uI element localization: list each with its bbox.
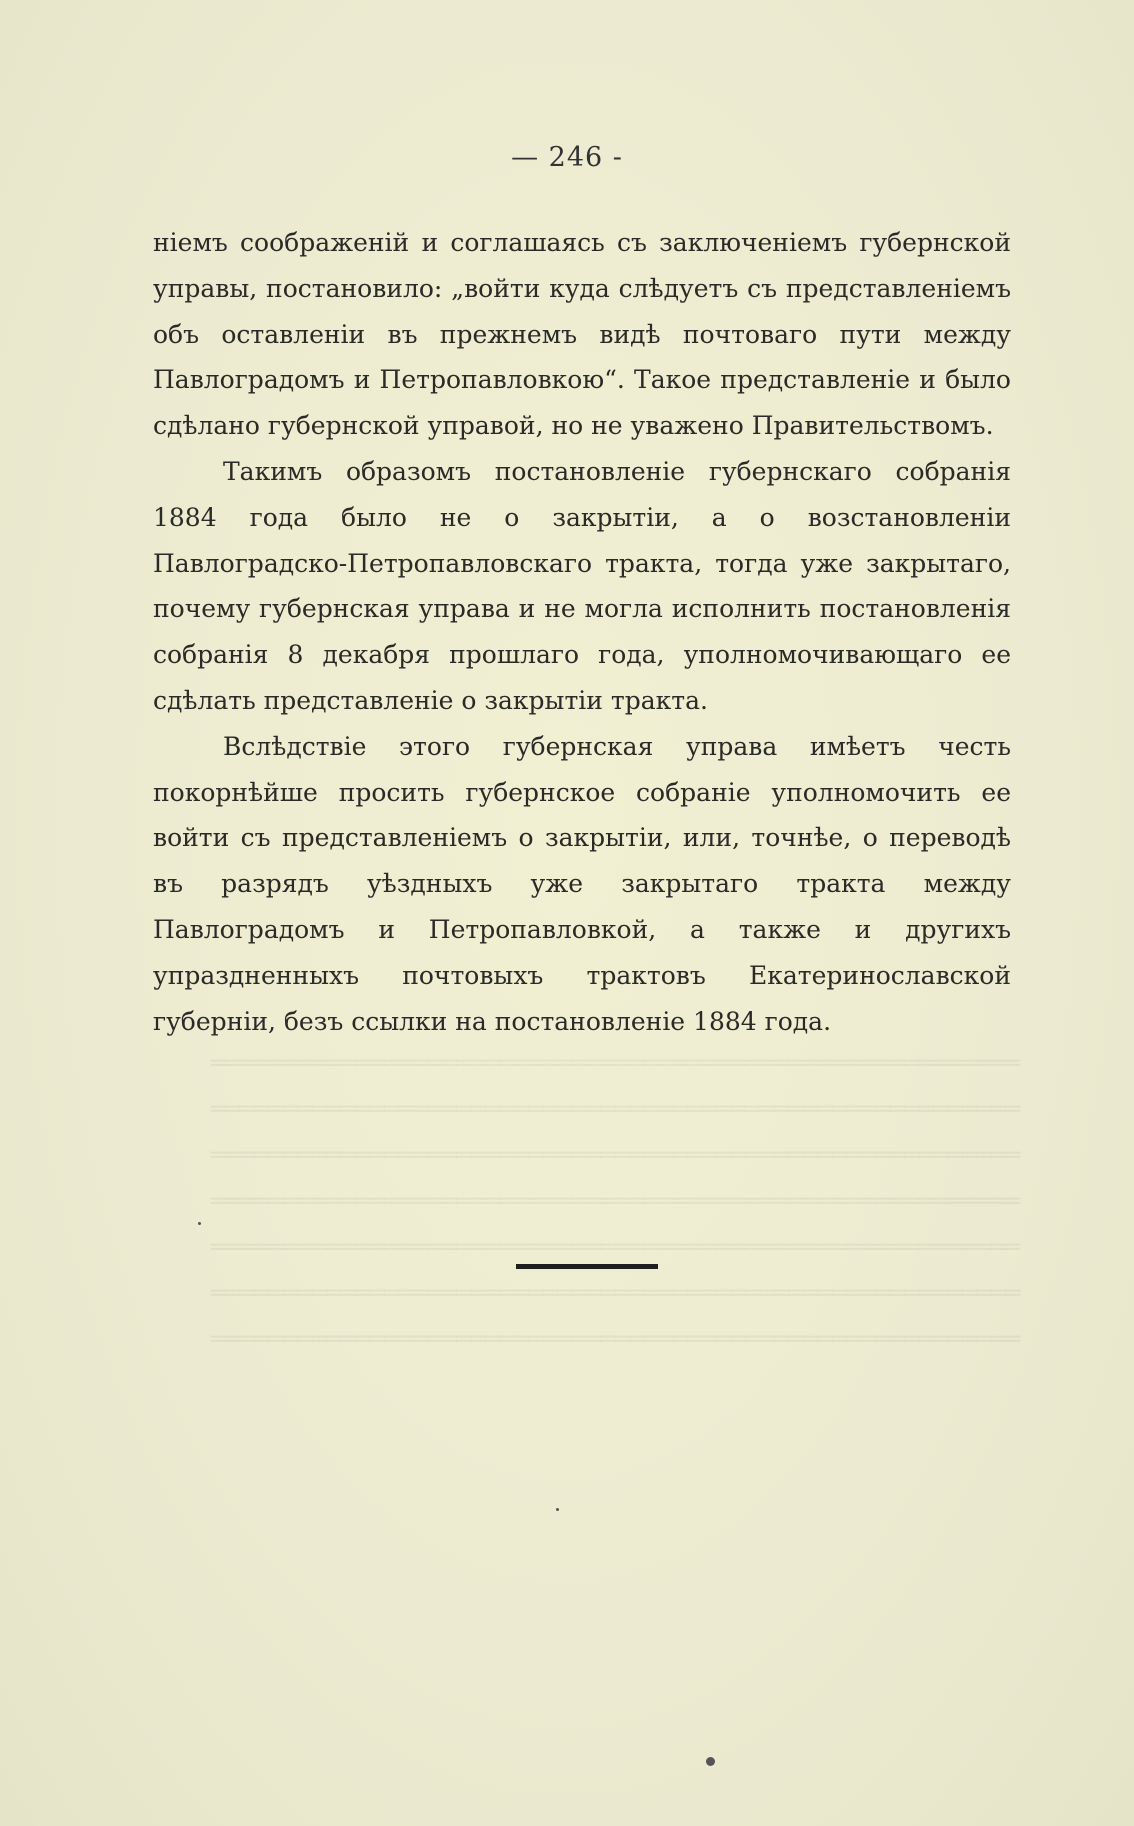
paper-speck bbox=[706, 1757, 715, 1766]
paragraph-2: Такимъ образомъ постановленіе губернскаго собранія 1884 года было не о закрытіи, а о возстановленіи Павлоградско-Петропавловскаго тракта, тогда уже закрытаго, почему губернская управа и не могла исполнить постановленія собранія 8 декабря прошлаго года, уполномочивающаго ее сдѣлать представленіе о закрытіи тракта. bbox=[153, 456, 1011, 715]
page-number: — 246 - bbox=[511, 142, 623, 173]
paper-speck bbox=[198, 1222, 201, 1225]
closing-rule bbox=[516, 1264, 658, 1269]
show-through-texture: ════════════════════════════════════════════════════════ ════════════════════════════════════════════════════════ ════════════════════════════════════════════════════════ ════════════════════════════════════════════════════════ ════════════════════════════════════════════════════════ ════════════════════════════════════════════════════════ ════════════════════════════════════════════════════════ bbox=[210, 1049, 1020, 1353]
paragraph-3: Вслѣдствіе этого губернская управа имѣетъ честь покорнѣйше просить губернское собраніе уполномочить ее войти съ представленіемъ о закрытіи, или, точнѣе, о переводѣ въ разрядъ уѣздныхъ уже закрытаго тракта между Павлоградомъ и Петропавловкой, а также и другихъ упраздненныхъ почтовыхъ трактовъ Екатеринославской губерніи, безъ ссылки на постановленіе 1884 года. bbox=[153, 731, 1011, 1036]
paragraph-1: ніемъ соображеній и соглашаясь съ заключеніемъ губернской управы, постановило: „войти куда слѣдуетъ съ представленіемъ объ оставленіи въ прежнемъ видѣ почтоваго пути между Павлоградомъ и Петропавловкою“. Такое представленіе и было сдѣлано губернской управой, но не уважено Правительствомъ. bbox=[153, 228, 1011, 441]
body-text bbox=[153, 220, 1011, 1044]
paper-speck bbox=[556, 1508, 559, 1511]
